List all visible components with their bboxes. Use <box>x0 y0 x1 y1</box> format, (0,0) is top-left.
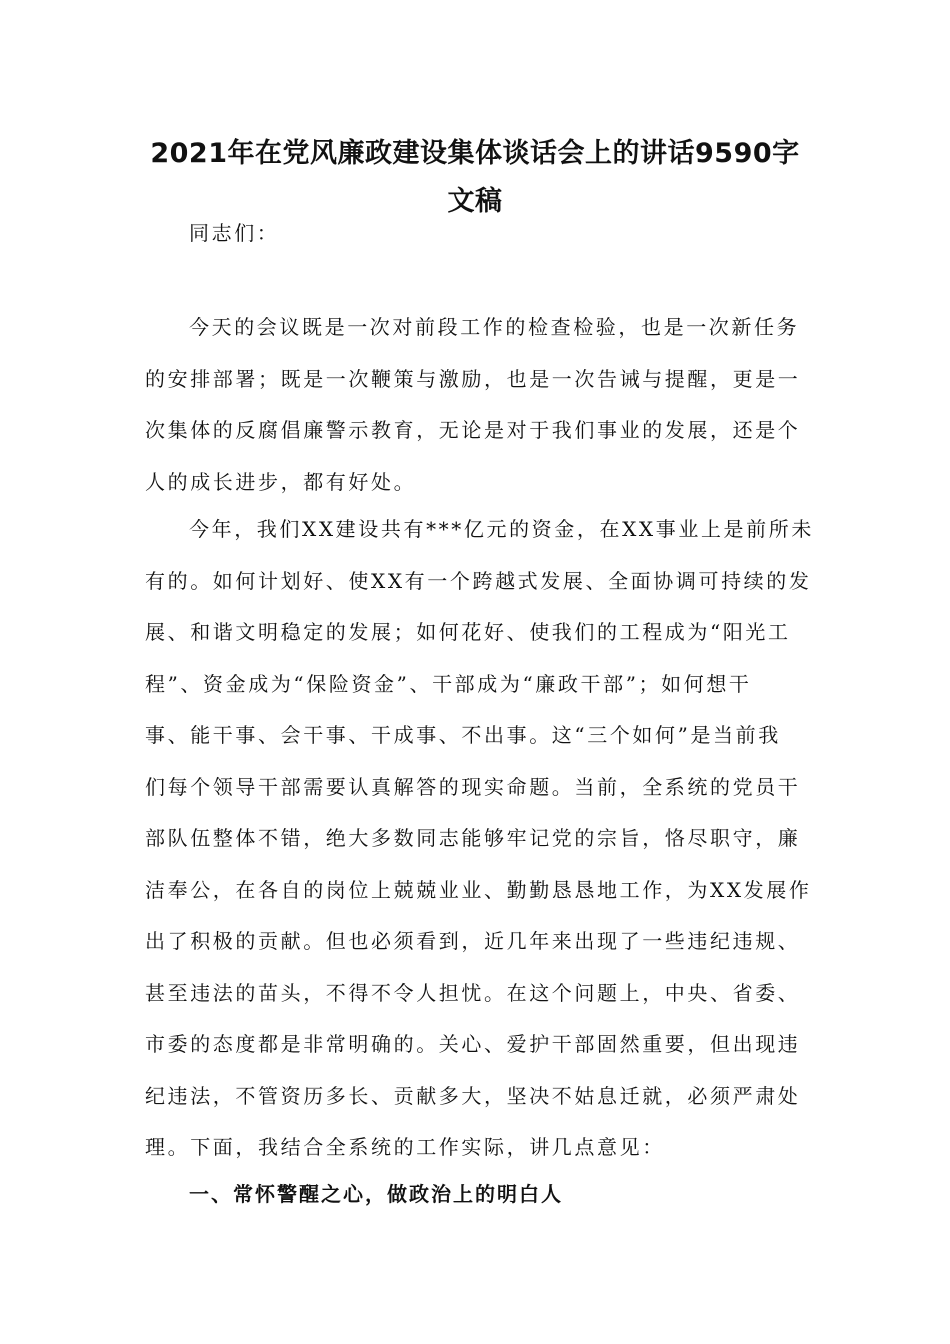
paragraph-line: 出了积极的贡献。但也必须看到，近几年来出现了一些违纪违规、 <box>145 929 801 953</box>
paragraph-line: 人的成长进步，都有好处。 <box>145 469 417 494</box>
title-line-2: 文稿 <box>447 186 503 217</box>
paragraph-line: 甚至违法的苗头，不得不令人担忧。在这个问题上，中央、省委、 <box>145 980 801 1005</box>
paragraph-line: 们每个领导干部需要认真解答的现实命题。当前，全系统的党员干 <box>145 774 801 799</box>
paragraph-line: 纪违法，不管资历多长、贡献多大，坚决不姑息迁就，必须严肃处 <box>145 1083 801 1108</box>
paragraph-2 <box>145 504 814 1174</box>
paragraph-line: 今天的会议既是一次对前段工作的检查检验，也是一次新任务 <box>189 315 800 339</box>
paragraph-line: 的安排部署；既是一次鞭策与激励，也是一次告诫与提醒，更是一 <box>145 366 801 391</box>
paragraph-line: 次集体的反腐倡廉警示教育，无论是对于我们事业的发展，还是个 <box>145 418 801 442</box>
salutation-text: 同志们： <box>189 221 280 245</box>
paragraph-1 <box>145 302 807 508</box>
title-line-1: 2021年在党风廉政建设集体谈话会上的讲话9590字 <box>150 138 800 169</box>
paragraph-line: 有的。如何计划好、使XX有一个跨越式发展、全面协调可持续的发 <box>145 568 812 593</box>
salutation <box>145 208 807 260</box>
paragraph-line: 洁奉公，在各自的岗位上兢兢业业、勤勤恳恳地工作，为XX发展作 <box>145 877 812 902</box>
paragraph-line: 程”、资金成为“保险资金”、干部成为“廉政干部”；如何想干 <box>145 671 752 696</box>
paragraph-line: 部队伍整体不错，绝大多数同志能够牢记党的宗旨，恪尽职守，廉 <box>145 826 801 850</box>
section-heading-1: 一、常怀警醒之心，做政治上的明白人 <box>189 1182 563 1206</box>
paragraph-line: 市委的态度都是非常明确的。关心、爱护干部固然重要，但出现违 <box>145 1032 801 1056</box>
paragraph-line: 理。下面，我结合全系统的工作实际，讲几点意见： <box>145 1135 665 1159</box>
paragraph-line: 今年，我们XX建设共有***亿元的资金，在XX事业上是前所未 <box>189 517 814 541</box>
paragraph-line: 展、和谐文明稳定的发展；如何花好、使我们的工程成为“阳光工 <box>145 620 791 644</box>
paragraph-line: 事、能干事、会干事、干成事、不出事。这“三个如何”是当前我 <box>145 723 781 747</box>
